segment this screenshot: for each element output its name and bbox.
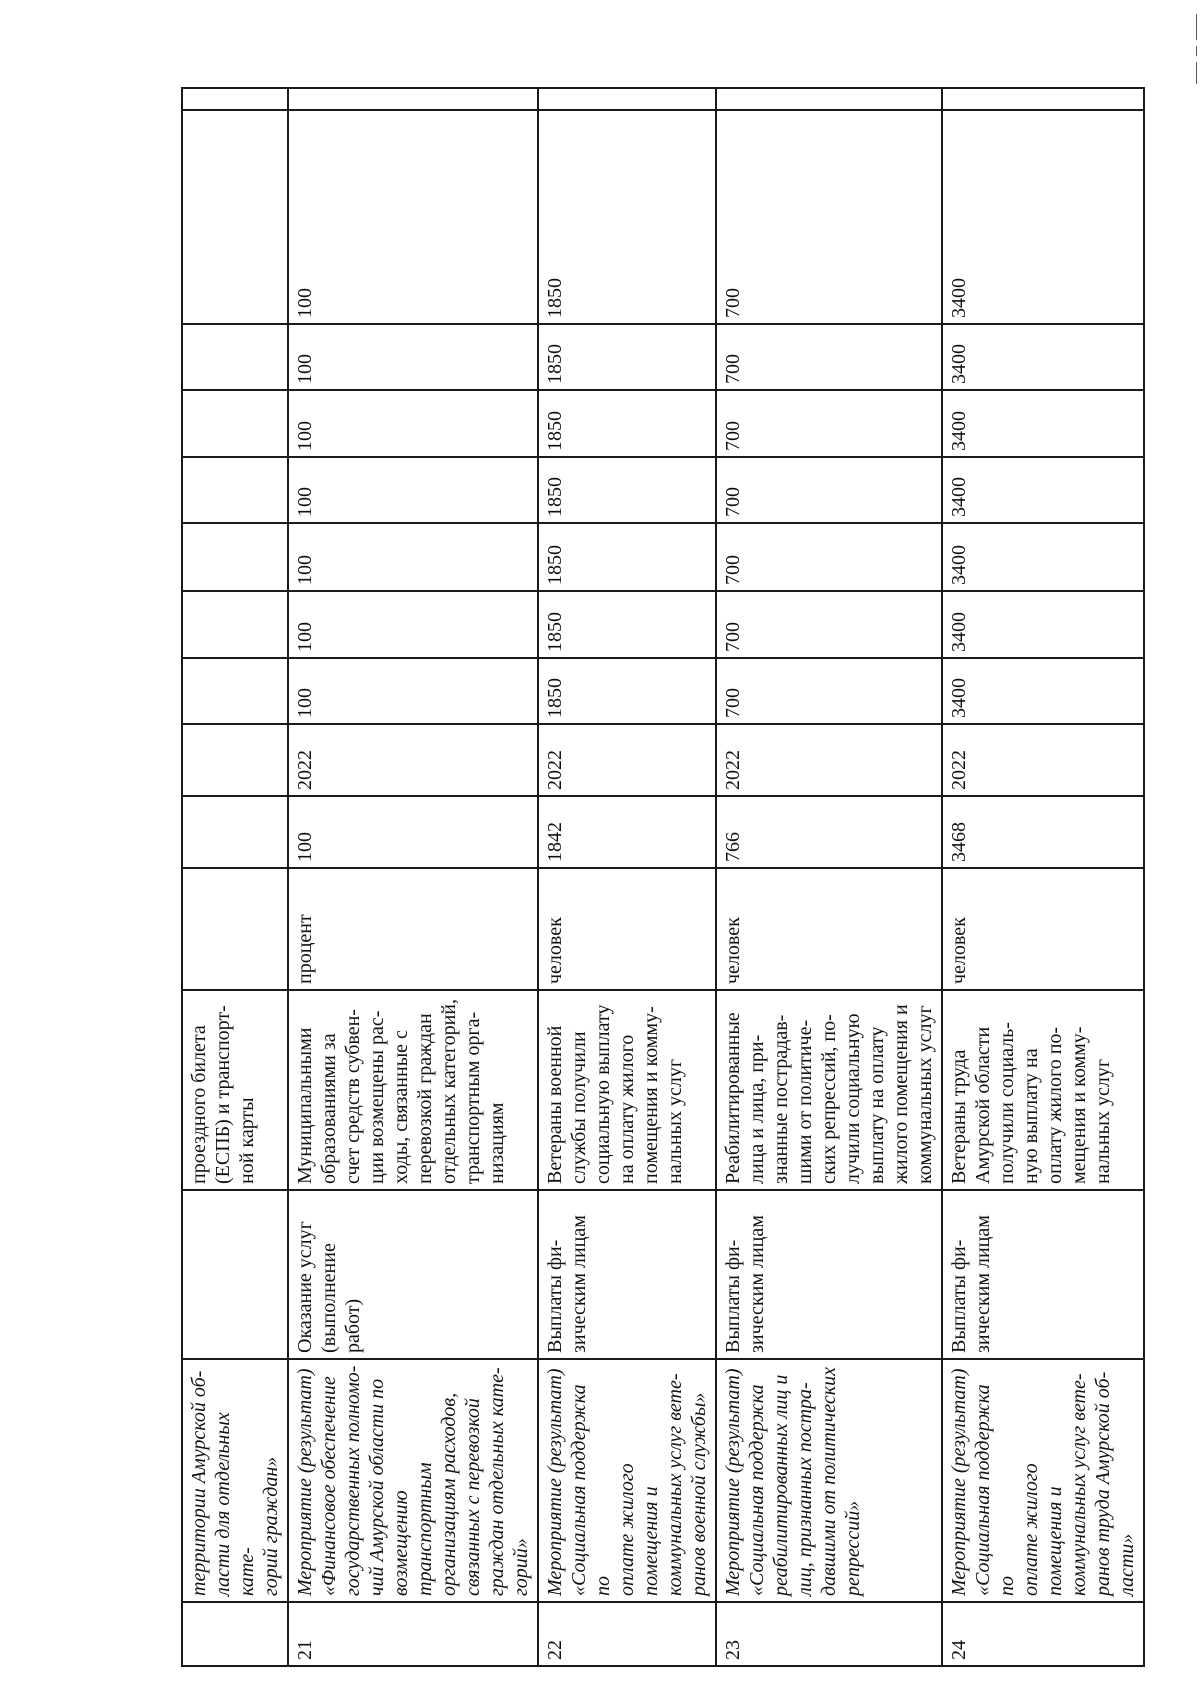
target-value: [182, 523, 288, 591]
base-year: [182, 724, 288, 796]
target-value: [182, 324, 288, 390]
indicator-description: Ветераны труда Амурской области получили социаль- ную выплату на оплату жилого по- мещения и комму- нальных услуг: [942, 990, 1144, 1190]
base-value: 1842: [538, 796, 716, 868]
row-number: [182, 1602, 288, 1666]
target-value: 700: [716, 658, 942, 724]
indicator-description: Реабилитированные лица и лица, при- знанные пострадав- шими от политиче- ских репрессий, по- лучили социальную выплату на оплату жилого помещения и коммунальных услуг: [716, 990, 942, 1190]
scan-edge-mark: [1196, 62, 1197, 84]
target-value: 700: [716, 390, 942, 457]
measure-type: [182, 1190, 288, 1359]
base-value: 766: [716, 796, 942, 868]
measure-name: Мероприятие (результат) «Социальная поддержка по оплате жилого помещения и коммунальных услуг вете- ранов труда Амурской об- ласти»: [942, 1359, 1144, 1602]
target-value: 700: [716, 523, 942, 591]
target-value: [182, 390, 288, 457]
target-value: 3400: [942, 390, 1144, 457]
base-value: 100: [288, 796, 538, 868]
target-value: 3400: [942, 457, 1144, 523]
target-value: 700: [716, 591, 942, 658]
target-value: 700: [716, 457, 942, 523]
empty-cell: [288, 88, 538, 110]
target-value: 100: [288, 523, 538, 591]
measure-name: Мероприятие (результат) «Социальная поддержка по оплате жилого помещения и коммунальных услуг вете- ранов военной службы»: [538, 1359, 716, 1602]
target-value: 100: [288, 324, 538, 390]
target-value: [182, 591, 288, 658]
target-value: [182, 658, 288, 724]
scan-edge-mark: [1196, 46, 1197, 56]
target-value: [182, 457, 288, 523]
results-table: [181, 87, 1145, 1667]
base-year: 2022: [288, 724, 538, 796]
target-value: 700: [716, 324, 942, 390]
measure-type: Оказание услуг (выполнение работ): [288, 1190, 538, 1359]
target-value: 100: [288, 390, 538, 457]
unit-of-measure: человек: [942, 868, 1144, 990]
rotated-page: [181, 87, 1138, 1667]
base-value: [182, 796, 288, 868]
unit-of-measure: человек: [538, 868, 716, 990]
indicator-description: Муниципальными образованиями за счет средств субвен- ции возмещены рас- ходы, связанные с перевозкой граждан отдельных категорий, транспортным орга- низациям: [288, 990, 538, 1190]
target-value: 100: [288, 658, 538, 724]
unit-of-measure: [182, 868, 288, 990]
measure-type: Выплаты фи- зическим лицам: [538, 1190, 716, 1359]
target-value: 1850: [538, 324, 716, 390]
indicator-description: Ветераны военной службы получили социальную выплату на оплату жилого помещения и комму- нальных услуг: [538, 990, 716, 1190]
measure-name: Мероприятие (результат) «Социальная поддержка реабилитированных лиц и лиц, признанных постра- давшими от политических репрессий»: [716, 1359, 942, 1602]
indicator-description: проездного билета (ЕСПБ) и транспорт- ной карты: [182, 990, 288, 1190]
empty-cell: [538, 88, 716, 110]
row-number: 21: [288, 1602, 538, 1666]
measure-name: территории Амурской об- ласти для отдельных кате- горий граждан»: [182, 1359, 288, 1602]
scan-edge-mark: [1196, 14, 1197, 40]
unit-of-measure: процент: [288, 868, 538, 990]
target-value: 100: [288, 110, 538, 324]
empty-cell: [182, 88, 288, 110]
table-row: [942, 88, 1144, 1666]
target-value: 3400: [942, 324, 1144, 390]
row-number: 22: [538, 1602, 716, 1666]
target-value: 3400: [942, 591, 1144, 658]
target-value: 1850: [538, 110, 716, 324]
base-year: 2022: [716, 724, 942, 796]
empty-cell: [942, 88, 1144, 110]
target-value: 1850: [538, 457, 716, 523]
row-number: 24: [942, 1602, 1144, 1666]
table-row: [288, 88, 538, 1666]
table-row: [182, 88, 288, 1666]
table-row: [538, 88, 716, 1666]
target-value: [182, 110, 288, 324]
target-value: 100: [288, 457, 538, 523]
base-year: 2022: [538, 724, 716, 796]
target-value: 1850: [538, 591, 716, 658]
target-value: 3400: [942, 658, 1144, 724]
base-value: 3468: [942, 796, 1144, 868]
target-value: 3400: [942, 110, 1144, 324]
base-year: 2022: [942, 724, 1144, 796]
table-row: [716, 88, 942, 1666]
target-value: 1850: [538, 658, 716, 724]
row-number: 23: [716, 1602, 942, 1666]
target-value: 1850: [538, 523, 716, 591]
target-value: 700: [716, 110, 942, 324]
measure-name: Мероприятие (результат) «Финансовое обеспечение государственных полномо- чий Амурской области по возмещению транспортным организациям расходов, связанных с перевозкой граждан отдельных кате- горий»: [288, 1359, 538, 1602]
target-value: 100: [288, 591, 538, 658]
table-body: [182, 88, 1144, 1666]
unit-of-measure: человек: [716, 868, 942, 990]
empty-cell: [716, 88, 942, 110]
measure-type: Выплаты фи- зическим лицам: [716, 1190, 942, 1359]
target-value: 1850: [538, 390, 716, 457]
measure-type: Выплаты фи- зическим лицам: [942, 1190, 1144, 1359]
target-value: 3400: [942, 523, 1144, 591]
